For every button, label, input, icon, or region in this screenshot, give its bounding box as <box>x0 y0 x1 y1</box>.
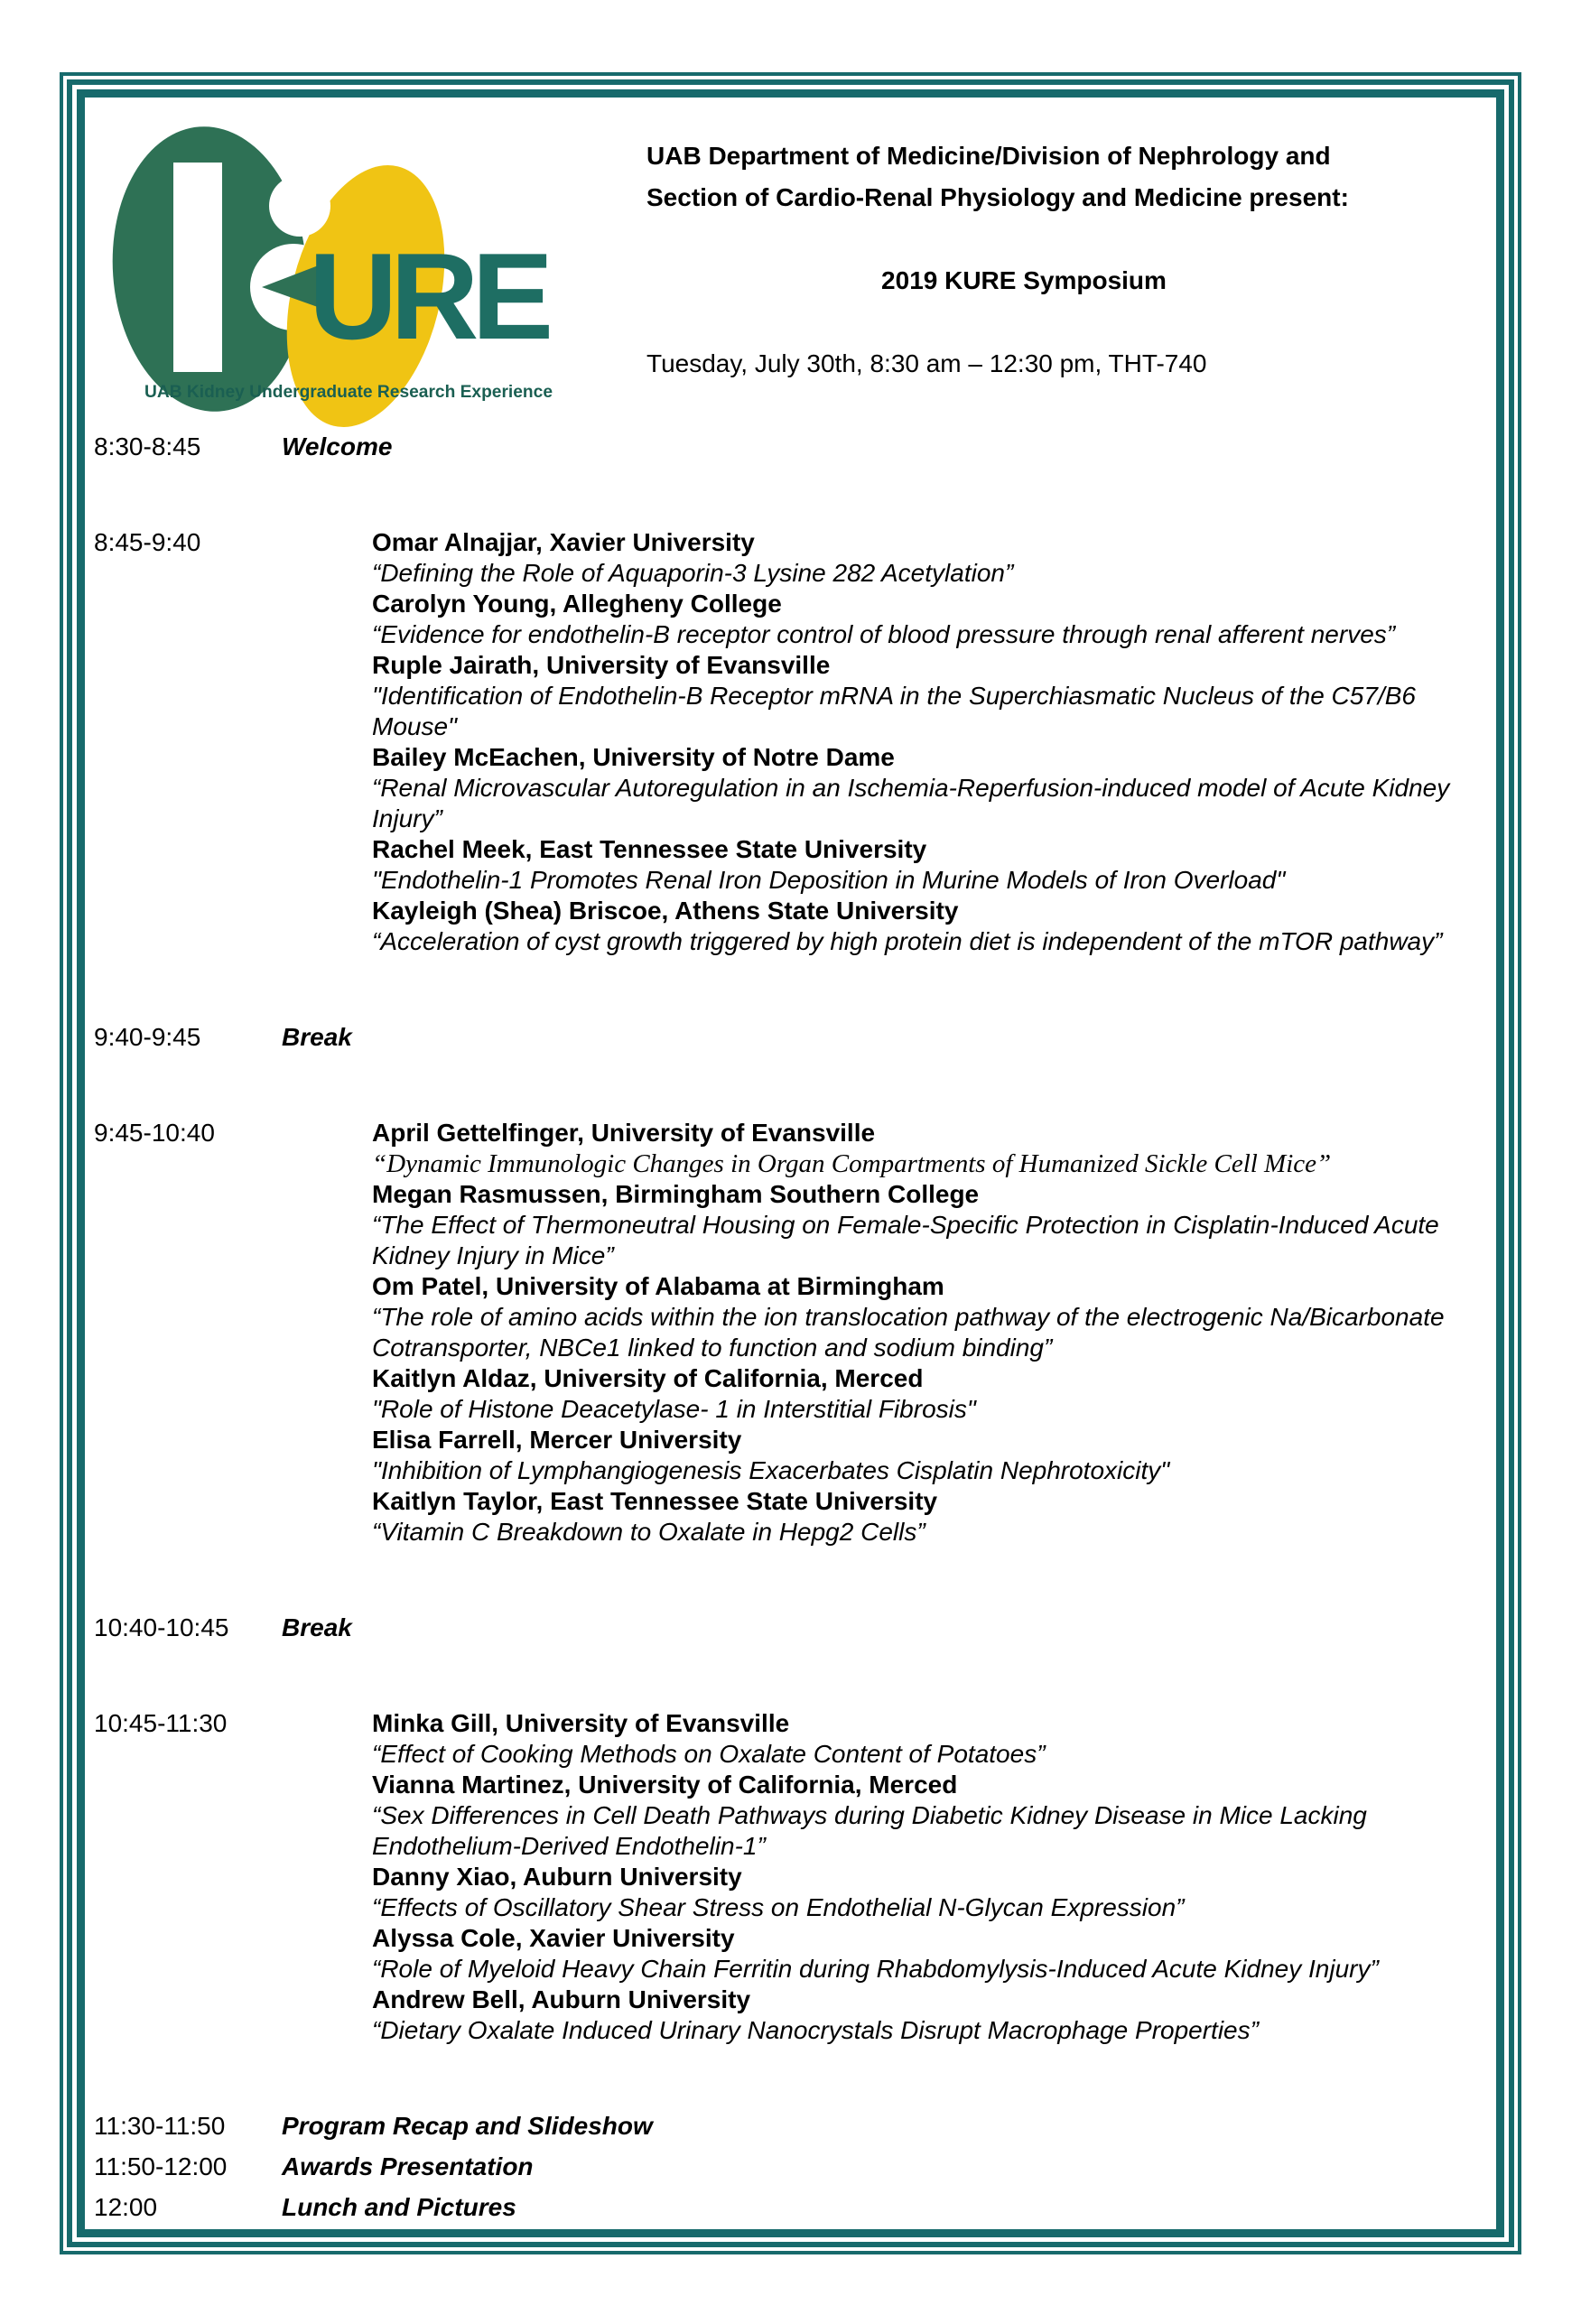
session-label: Break <box>282 1613 352 1641</box>
presentation <box>372 742 1474 834</box>
talk-title: “Acceleration of cyst growth triggered by high protein diet is independent of the mTOR pathway” <box>372 927 1443 955</box>
time-slot: 9:40-9:45 <box>94 1023 201 1051</box>
speaker-name: Ruple Jairath, University of Evansville <box>372 651 831 679</box>
talk-title: "Inhibition of Lymphangiogenesis Exacerbates Cisplatin Nephrotoxicity" <box>372 1456 1170 1484</box>
presentation <box>372 589 1474 650</box>
row-body <box>282 1118 1474 1548</box>
speaker-name: April Gettelfinger, University of Evansville <box>372 1119 876 1147</box>
speaker-name: Alyssa Cole, Xavier University <box>372 1924 735 1952</box>
presentation <box>372 1923 1474 1985</box>
talk-title: “Dynamic Immunologic Changes in Organ Compartments of Humanized Sickle Cell Mice” <box>372 1149 1332 1178</box>
page-content <box>85 98 1496 2229</box>
kure-logo <box>108 116 578 454</box>
speaker-name: Megan Rasmussen, Birmingham Southern College <box>372 1180 980 1208</box>
speaker-name: Rachel Meek, East Tennessee State University <box>372 835 927 863</box>
session-label: Awards Presentation <box>282 2152 534 2180</box>
row-body <box>282 1708 1474 2046</box>
symposium-datetime: Tuesday, July 30th, 8:30 am – 12:30 pm, THT-740 <box>646 349 1207 377</box>
speaker-name: Danny Xiao, Auburn University <box>372 1863 742 1891</box>
presentation <box>372 1862 1474 1923</box>
presentation <box>372 1425 1474 1486</box>
time-slot: 8:45-9:40 <box>94 528 201 556</box>
session-label: Break <box>282 1023 352 1051</box>
presentation-list <box>372 1118 1474 1548</box>
logo-tagline: UAB Kidney Undergraduate Research Experience <box>144 383 553 402</box>
speaker-name: Carolyn Young, Allegheny College <box>372 590 782 618</box>
talk-title: "Role of Histone Deacetylase- 1 in Interstitial Fibrosis" <box>372 1395 976 1423</box>
presentation <box>372 1363 1474 1425</box>
row-body <box>282 2152 1474 2182</box>
row-body <box>282 2192 1474 2223</box>
session-label: Program Recap and Slideshow <box>282 2112 653 2140</box>
schedule-row <box>94 2192 1474 2223</box>
session-label: Welcome <box>282 432 393 460</box>
presentation <box>372 1486 1474 1548</box>
presentation-list <box>372 527 1474 957</box>
logo-k-stem <box>173 163 222 372</box>
logo-wordmark: URE <box>309 228 547 365</box>
row-body <box>282 1613 1474 1643</box>
talk-title: “Dietary Oxalate Induced Urinary Nanocrystals Disrupt Macrophage Properties” <box>372 2016 1259 2044</box>
time-slot: 12:00 <box>94 2193 158 2221</box>
row-body <box>282 527 1474 957</box>
decorative-border-middle <box>67 79 1514 2247</box>
talk-title: "Identification of Endothelin-B Receptor mRNA in the Superchiasmatic Nucleus of the C57/B6 Mouse" <box>372 682 1416 740</box>
time-slot: 10:45-11:30 <box>94 1709 228 1737</box>
time-slot: 8:30-8:45 <box>94 432 201 460</box>
speaker-name: Andrew Bell, Auburn University <box>372 1985 751 2013</box>
talk-title: "Endothelin-1 Promotes Renal Iron Deposition in Murine Models of Iron Overload" <box>372 866 1286 894</box>
presentation <box>372 1708 1474 1770</box>
presentation <box>372 1179 1474 1271</box>
speaker-name: Elisa Farrell, Mercer University <box>372 1426 742 1454</box>
presentation <box>372 1118 1474 1179</box>
presentation <box>372 527 1474 589</box>
schedule-row <box>94 1118 1474 1548</box>
talk-title: “Vitamin C Breakdown to Oxalate in Hepg2 Cells” <box>372 1518 925 1546</box>
speaker-name: Kaitlyn Aldaz, University of California, Merced <box>372 1364 924 1392</box>
presentation <box>372 834 1474 896</box>
speaker-name: Kaitlyn Taylor, East Tennessee State University <box>372 1487 938 1515</box>
schedule-row <box>94 527 1474 957</box>
time-slot: 10:40-10:45 <box>94 1613 229 1641</box>
header-line1: UAB Department of Medicine/Division of Nephrology and <box>646 142 1331 170</box>
talk-title: “Defining the Role of Aquaporin-3 Lysine 282 Acetylation” <box>372 559 1014 587</box>
header-line2: Section of Cardio-Renal Physiology and Medicine present: <box>646 183 1349 211</box>
schedule-row <box>94 2111 1474 2142</box>
presentation-list <box>372 1708 1474 2046</box>
talk-title: “Renal Microvascular Autoregulation in an Ischemia-Reperfusion-induced model of Acute Kidney Injury” <box>372 774 1450 832</box>
session-label: Lunch and Pictures <box>282 2193 516 2221</box>
speaker-name: Omar Alnajjar, Xavier University <box>372 528 755 556</box>
presentation <box>372 896 1474 957</box>
talk-title: “The Effect of Thermoneutral Housing on Female-Specific Protection in Cisplatin-Induced Acute Kidney Injury in Mice” <box>372 1211 1439 1269</box>
presentation <box>372 1271 1474 1363</box>
speaker-name: Om Patel, University of Alabama at Birmingham <box>372 1272 944 1300</box>
presentation <box>372 1770 1474 1862</box>
schedule <box>94 432 1474 2223</box>
talk-title: “The role of amino acids within the ion translocation pathway of the electrogenic Na/Bicarbonate Cotransporter, NBCe1 linked to function and sodium binding” <box>372 1303 1445 1362</box>
schedule-row <box>94 1613 1474 1643</box>
schedule-row <box>94 1022 1474 1053</box>
row-body <box>282 2111 1474 2142</box>
schedule-row <box>94 1708 1474 2046</box>
talk-title: “Effect of Cooking Methods on Oxalate Content of Potatoes” <box>372 1740 1046 1768</box>
symposium-title: 2019 KURE Symposium <box>881 266 1167 294</box>
talk-title: “Role of Myeloid Heavy Chain Ferritin during Rhabdomylysis-Induced Acute Kidney Injury” <box>372 1955 1379 1983</box>
kure-logo-graphic <box>108 116 578 450</box>
talk-title: “Sex Differences in Cell Death Pathways during Diabetic Kidney Disease in Mice Lacking Endothelium-Derived Endothelin-1” <box>372 1801 1367 1860</box>
header-area <box>94 110 1474 432</box>
speaker-name: Kayleigh (Shea) Briscoe, Athens State University <box>372 897 959 925</box>
presentation <box>372 1985 1474 2046</box>
row-body <box>282 1022 1474 1053</box>
time-slot: 11:50-12:00 <box>94 2152 228 2180</box>
header-text <box>646 135 1401 385</box>
speaker-name: Bailey McEachen, University of Notre Dame <box>372 743 895 771</box>
talk-title: “Evidence for endothelin-B receptor control of blood pressure through renal afferent nerves” <box>372 620 1396 648</box>
time-slot: 11:30-11:50 <box>94 2112 226 2140</box>
presentation <box>372 650 1474 742</box>
decorative-border-outer <box>60 72 1521 2254</box>
time-slot: 9:45-10:40 <box>94 1119 215 1147</box>
speaker-name: Minka Gill, University of Evansville <box>372 1709 790 1737</box>
speaker-name: Vianna Martinez, University of California, Merced <box>372 1771 958 1799</box>
schedule-row <box>94 2152 1474 2182</box>
decorative-border-inner <box>77 89 1504 2237</box>
talk-title: “Effects of Oscillatory Shear Stress on Endothelial N-Glycan Expression” <box>372 1893 1185 1921</box>
